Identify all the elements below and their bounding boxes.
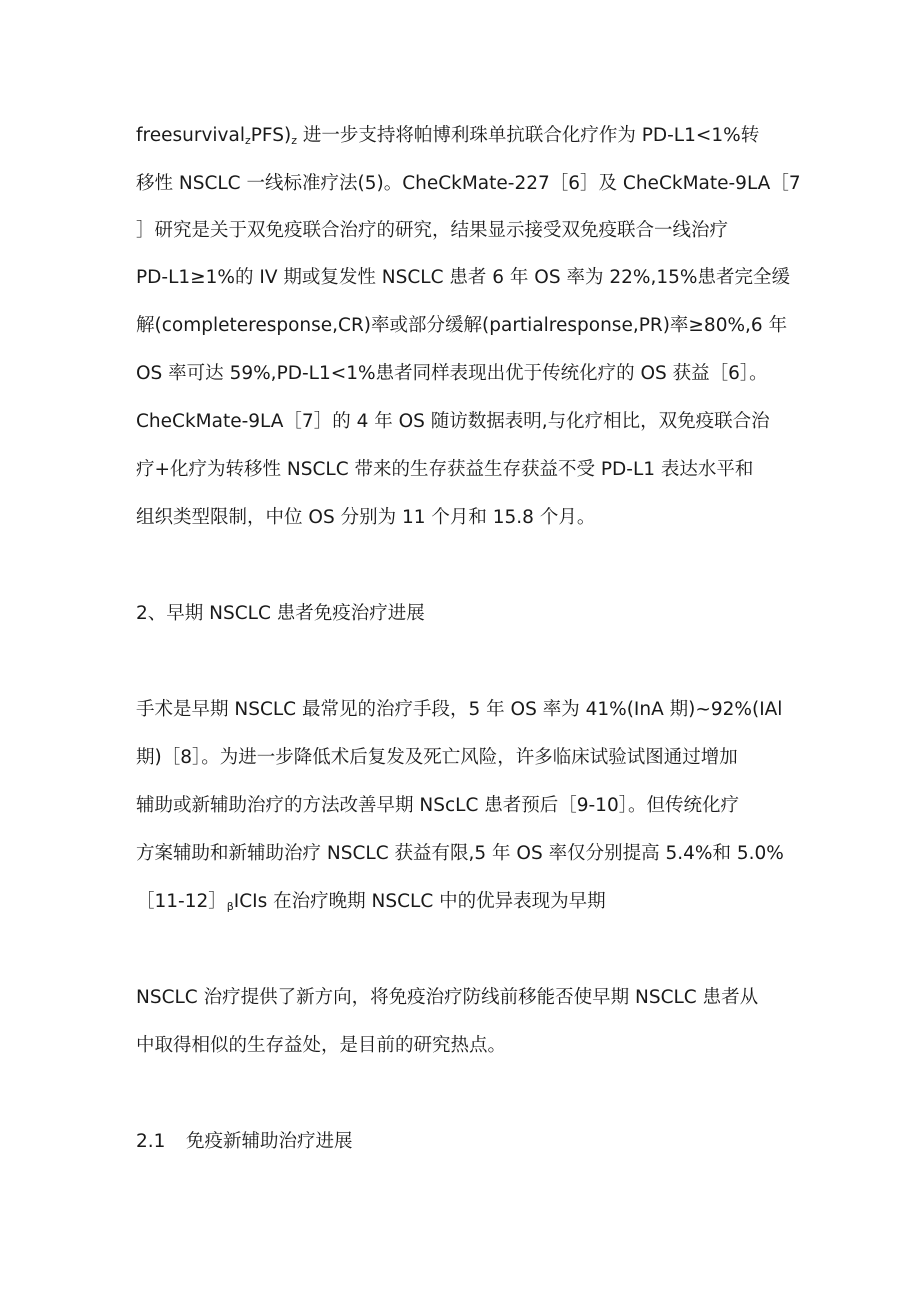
section-number: 2.1 — [136, 1131, 166, 1152]
paragraph-1-line-9: 组织类型限制，中位 OS 分别为 11 个月和 15.8 个月。 — [136, 507, 596, 528]
section-title: 免疫新辅助治疗进展 — [186, 1131, 353, 1152]
paragraph-3-line-1: NSCLC 治疗提供了新方向，将免疫治疗防线前移能否使早期 NSCLC 患者从 — [136, 987, 759, 1008]
text-fragment: ICIs 在治疗晚期 NSCLC 中的优异表现为早期 — [233, 891, 606, 912]
subscript-mark: β — [226, 900, 234, 913]
text-fragment: PFS) — [250, 125, 292, 146]
text-fragment: ［11-12］ — [136, 891, 227, 912]
paragraph-1-line-8: 疗+化疗为转移性 NSCLC 带来的生存获益生存获益不受 PD-L1 表达水平和 — [136, 459, 754, 480]
section-2-1-heading — [136, 1129, 353, 1155]
text-fragment: freesurvival — [136, 125, 245, 146]
paragraph-2-line-3: 辅助或新辅助治疗的方法改善早期 NScLC 患者预后［9-10］。但传统化疗 — [136, 795, 739, 816]
text-fragment: 进一步支持将帕博利珠单抗联合化疗作为 PD-L1<1%转 — [296, 125, 760, 146]
section-2-heading: 2、早期 NSCLC 患者免疫治疗进展 — [136, 603, 425, 624]
paragraph-1-line-6: OS 率可达 59%,PD-L1<1%患者同样表现出优于传统化疗的 OS 获益［6］。 — [136, 363, 768, 384]
paragraph-2-line-2: 期)［8］。为进一步降低术后复发及死亡风险，许多临床试验试图通过增加 — [136, 747, 738, 768]
subscript-mark: z — [244, 134, 251, 147]
paragraph-2-line-1: 手术是早期 NSCLC 最常见的治疗手段，5 年 OS 率为 41%(InA 期)~92%(IAl — [136, 699, 783, 720]
paragraph-2-line-5 — [136, 889, 606, 915]
paragraph-1-line-3: ］研究是关于双免疫联合治疗的研究，结果显示接受双免疫联合一线治疗 — [136, 220, 729, 241]
paragraph-3-line-2: 中取得相似的生存益处，是目前的研究热点。 — [136, 1035, 507, 1056]
paragraph-1-line-5: 解(completeresponse,CR)率或部分缓解(partialresponse,PR)率≥80%,6 年 — [136, 315, 788, 336]
paragraph-1-line-7: CheCkMate-9LA［7］的 4 年 OS 随访数据表明,与化疗相比，双免疫联合治 — [136, 411, 770, 432]
paragraph-1-line-1 — [136, 123, 759, 149]
paragraph-1-line-4: PD-L1≥1%的 IV 期或复发性 NSCLC 患者 6 年 OS 率为 22%,15%患者完全缓 — [136, 267, 790, 288]
paragraph-2-line-4: 方案辅助和新辅助治疗 NSCLC 获益有限,5 年 OS 率仅分别提高 5.4%和 5.0% — [136, 843, 784, 864]
subscript-mark: z — [291, 134, 297, 147]
paragraph-1-line-2: 移性 NSCLC 一线标准疗法(5)。CheCkMate-227［6］及 CheCkMate-9LA［7 — [136, 173, 801, 194]
